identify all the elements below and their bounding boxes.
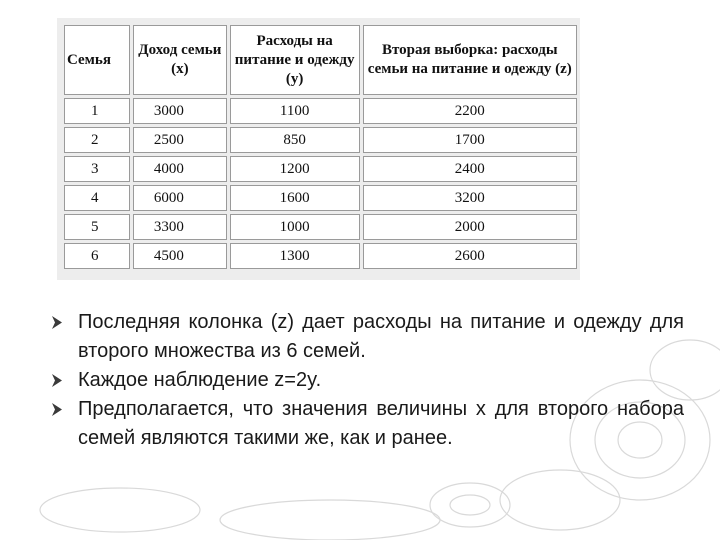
bullet-text: Предполагается, что значения величины x для второго набора семей являются такими же, как и ранее. xyxy=(78,398,684,449)
cell-expenses-y: 1300 xyxy=(230,243,360,269)
arrow-bullet-icon xyxy=(52,374,62,387)
arrow-bullet-icon xyxy=(52,316,62,329)
header-expenses-z xyxy=(363,25,578,95)
bullet-item xyxy=(52,366,684,395)
cell-income: 4000 xyxy=(133,156,227,182)
header-income-label: Доход семьи (x) xyxy=(138,42,222,77)
cell-expenses-z: 2000 xyxy=(363,214,578,240)
cell-family: 3 xyxy=(64,156,130,182)
data-table-panel xyxy=(57,18,580,280)
cell-income: 2500 xyxy=(133,127,227,153)
family-expenses-table xyxy=(61,22,580,272)
cell-income: 6000 xyxy=(133,185,227,211)
bullet-item xyxy=(52,308,684,366)
cell-expenses-y: 1600 xyxy=(230,185,360,211)
cell-income: 4500 xyxy=(133,243,227,269)
table-row xyxy=(64,156,577,182)
header-expenses-y xyxy=(230,25,360,95)
cell-income: 3300 xyxy=(133,214,227,240)
header-expenses-z-label: Вторая выборка: расходы семьи на питание и одежду (z) xyxy=(367,42,572,77)
header-income xyxy=(133,25,227,95)
cell-expenses-y: 1100 xyxy=(230,98,360,124)
table-row xyxy=(64,98,577,124)
header-family: Семья xyxy=(64,25,130,95)
cell-expenses-z: 1700 xyxy=(363,127,578,153)
table-row xyxy=(64,243,577,269)
cell-income: 3000 xyxy=(133,98,227,124)
cell-family: 2 xyxy=(64,127,130,153)
table-row xyxy=(64,185,577,211)
table-row xyxy=(64,127,577,153)
cell-expenses-z: 2200 xyxy=(363,98,578,124)
cell-expenses-z: 3200 xyxy=(363,185,578,211)
cell-expenses-z: 2600 xyxy=(363,243,578,269)
cell-expenses-y: 1200 xyxy=(230,156,360,182)
cell-family: 4 xyxy=(64,185,130,211)
arrow-bullet-icon xyxy=(52,403,62,416)
cell-family: 6 xyxy=(64,243,130,269)
cell-expenses-y: 850 xyxy=(230,127,360,153)
bullet-text: Каждое наблюдение z=2y. xyxy=(78,369,322,391)
cell-expenses-y: 1000 xyxy=(230,214,360,240)
header-expenses-y-label: Расходы на питание и одежду (y) xyxy=(234,32,355,87)
table-row xyxy=(64,214,577,240)
bullet-item xyxy=(52,395,684,453)
bullet-text: Последняя колонка (z) дает расходы на питание и одежду для второго множества из 6 семей. xyxy=(78,311,684,362)
cell-family: 5 xyxy=(64,214,130,240)
bullet-list xyxy=(52,308,684,453)
table-header-row xyxy=(64,25,577,95)
cell-expenses-z: 2400 xyxy=(363,156,578,182)
cell-family: 1 xyxy=(64,98,130,124)
